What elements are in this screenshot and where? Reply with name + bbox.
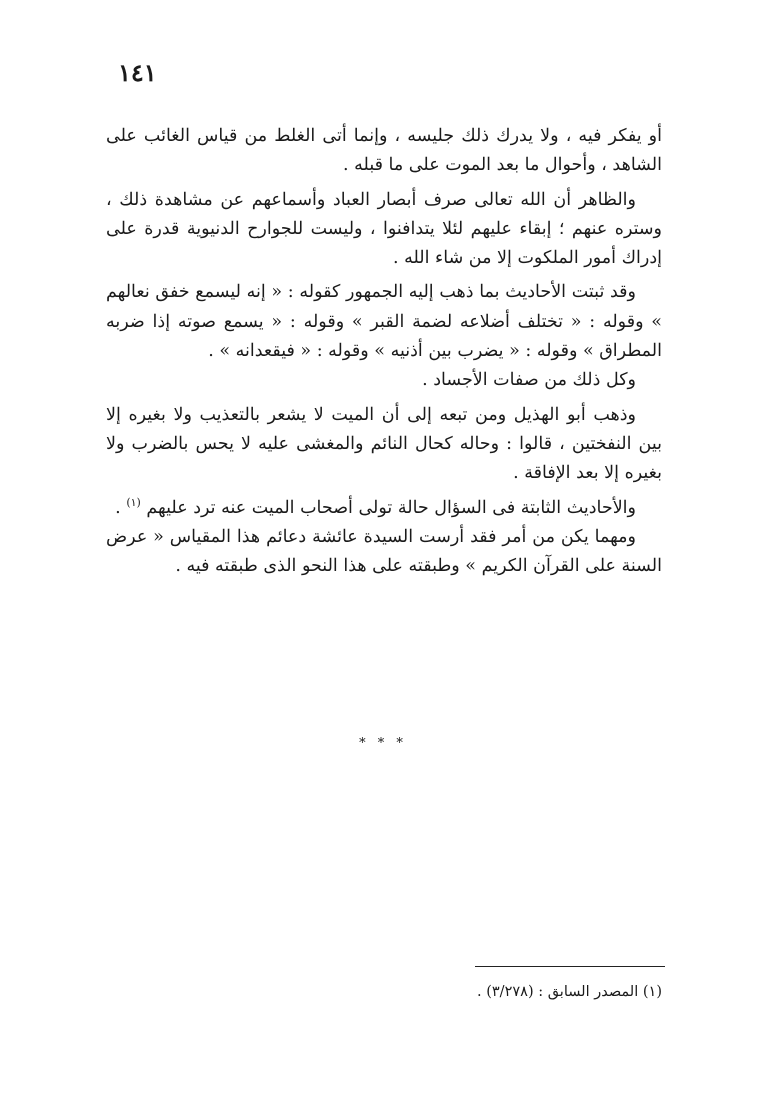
paragraph-text: والأحاديث الثابتة فى السؤال حالة تولى أصحاب الميت عنه ترد عليهم: [146, 497, 636, 518]
section-separator: * * *: [359, 736, 407, 751]
paragraph: ومهما يكن من أمر فقد أرست السيدة عائشة دعائم هذا المقياس « عرض السنة على القرآن الكريم » وطبقته على هذا النحو الذى طبقته فيه .: [106, 526, 662, 577]
footnote-reference: (١): [126, 495, 141, 509]
paragraph: أو يفكر فيه ، ولا يدرك ذلك جليسه ، وإنما أتى الغلط من قياس الغائب على الشاهد ، وأحوال ما بعد الموت على ما قبله .: [106, 126, 662, 176]
paragraph-tail: .: [115, 497, 127, 518]
paragraph-with-footnote: [106, 494, 662, 523]
paragraph: وقد ثبتت الأحاديث بما ذهب إليه الجمهور كقوله : « إنه ليسمع خفق نعالهم » وقوله : « تختلف أضلاعه لضمة القبر » وقوله : « يسمع صوته إذا ضربه المطراق » وقوله : « يضرب بين أذنيه » وقوله : « فيقعدانه » .: [106, 282, 662, 362]
paragraph: وذهب أبو الهذيل ومن تبعه إلى أن الميت لا يشعر بالتعذيب ولا بغيره إلا بين النفختين ، قالوا : وحاله كحال النائم والمغشى عليه لا يحس بالضرب ولا بغيره إلا بعد الإفاقة .: [106, 404, 662, 484]
footnote-divider: [475, 966, 665, 967]
body-text: [106, 122, 662, 581]
paragraph: وكل ذلك من صفات الأجساد .: [422, 370, 636, 391]
footnote: (١) المصدر السابق : (٣/٢٧٨) .: [477, 984, 662, 1000]
paragraph: والظاهر أن الله تعالى صرف أبصار العباد وأسماعهم عن مشاهدة ذلك ، وستره عنهم ؛ إبقاء عليهم لئلا يتدافنوا ، وليست للجوارح الدنيوية قدرة على إدراك أمور الملكوت إلا من شاء الله .: [106, 189, 662, 269]
page-number: ١٤١: [118, 58, 157, 87]
